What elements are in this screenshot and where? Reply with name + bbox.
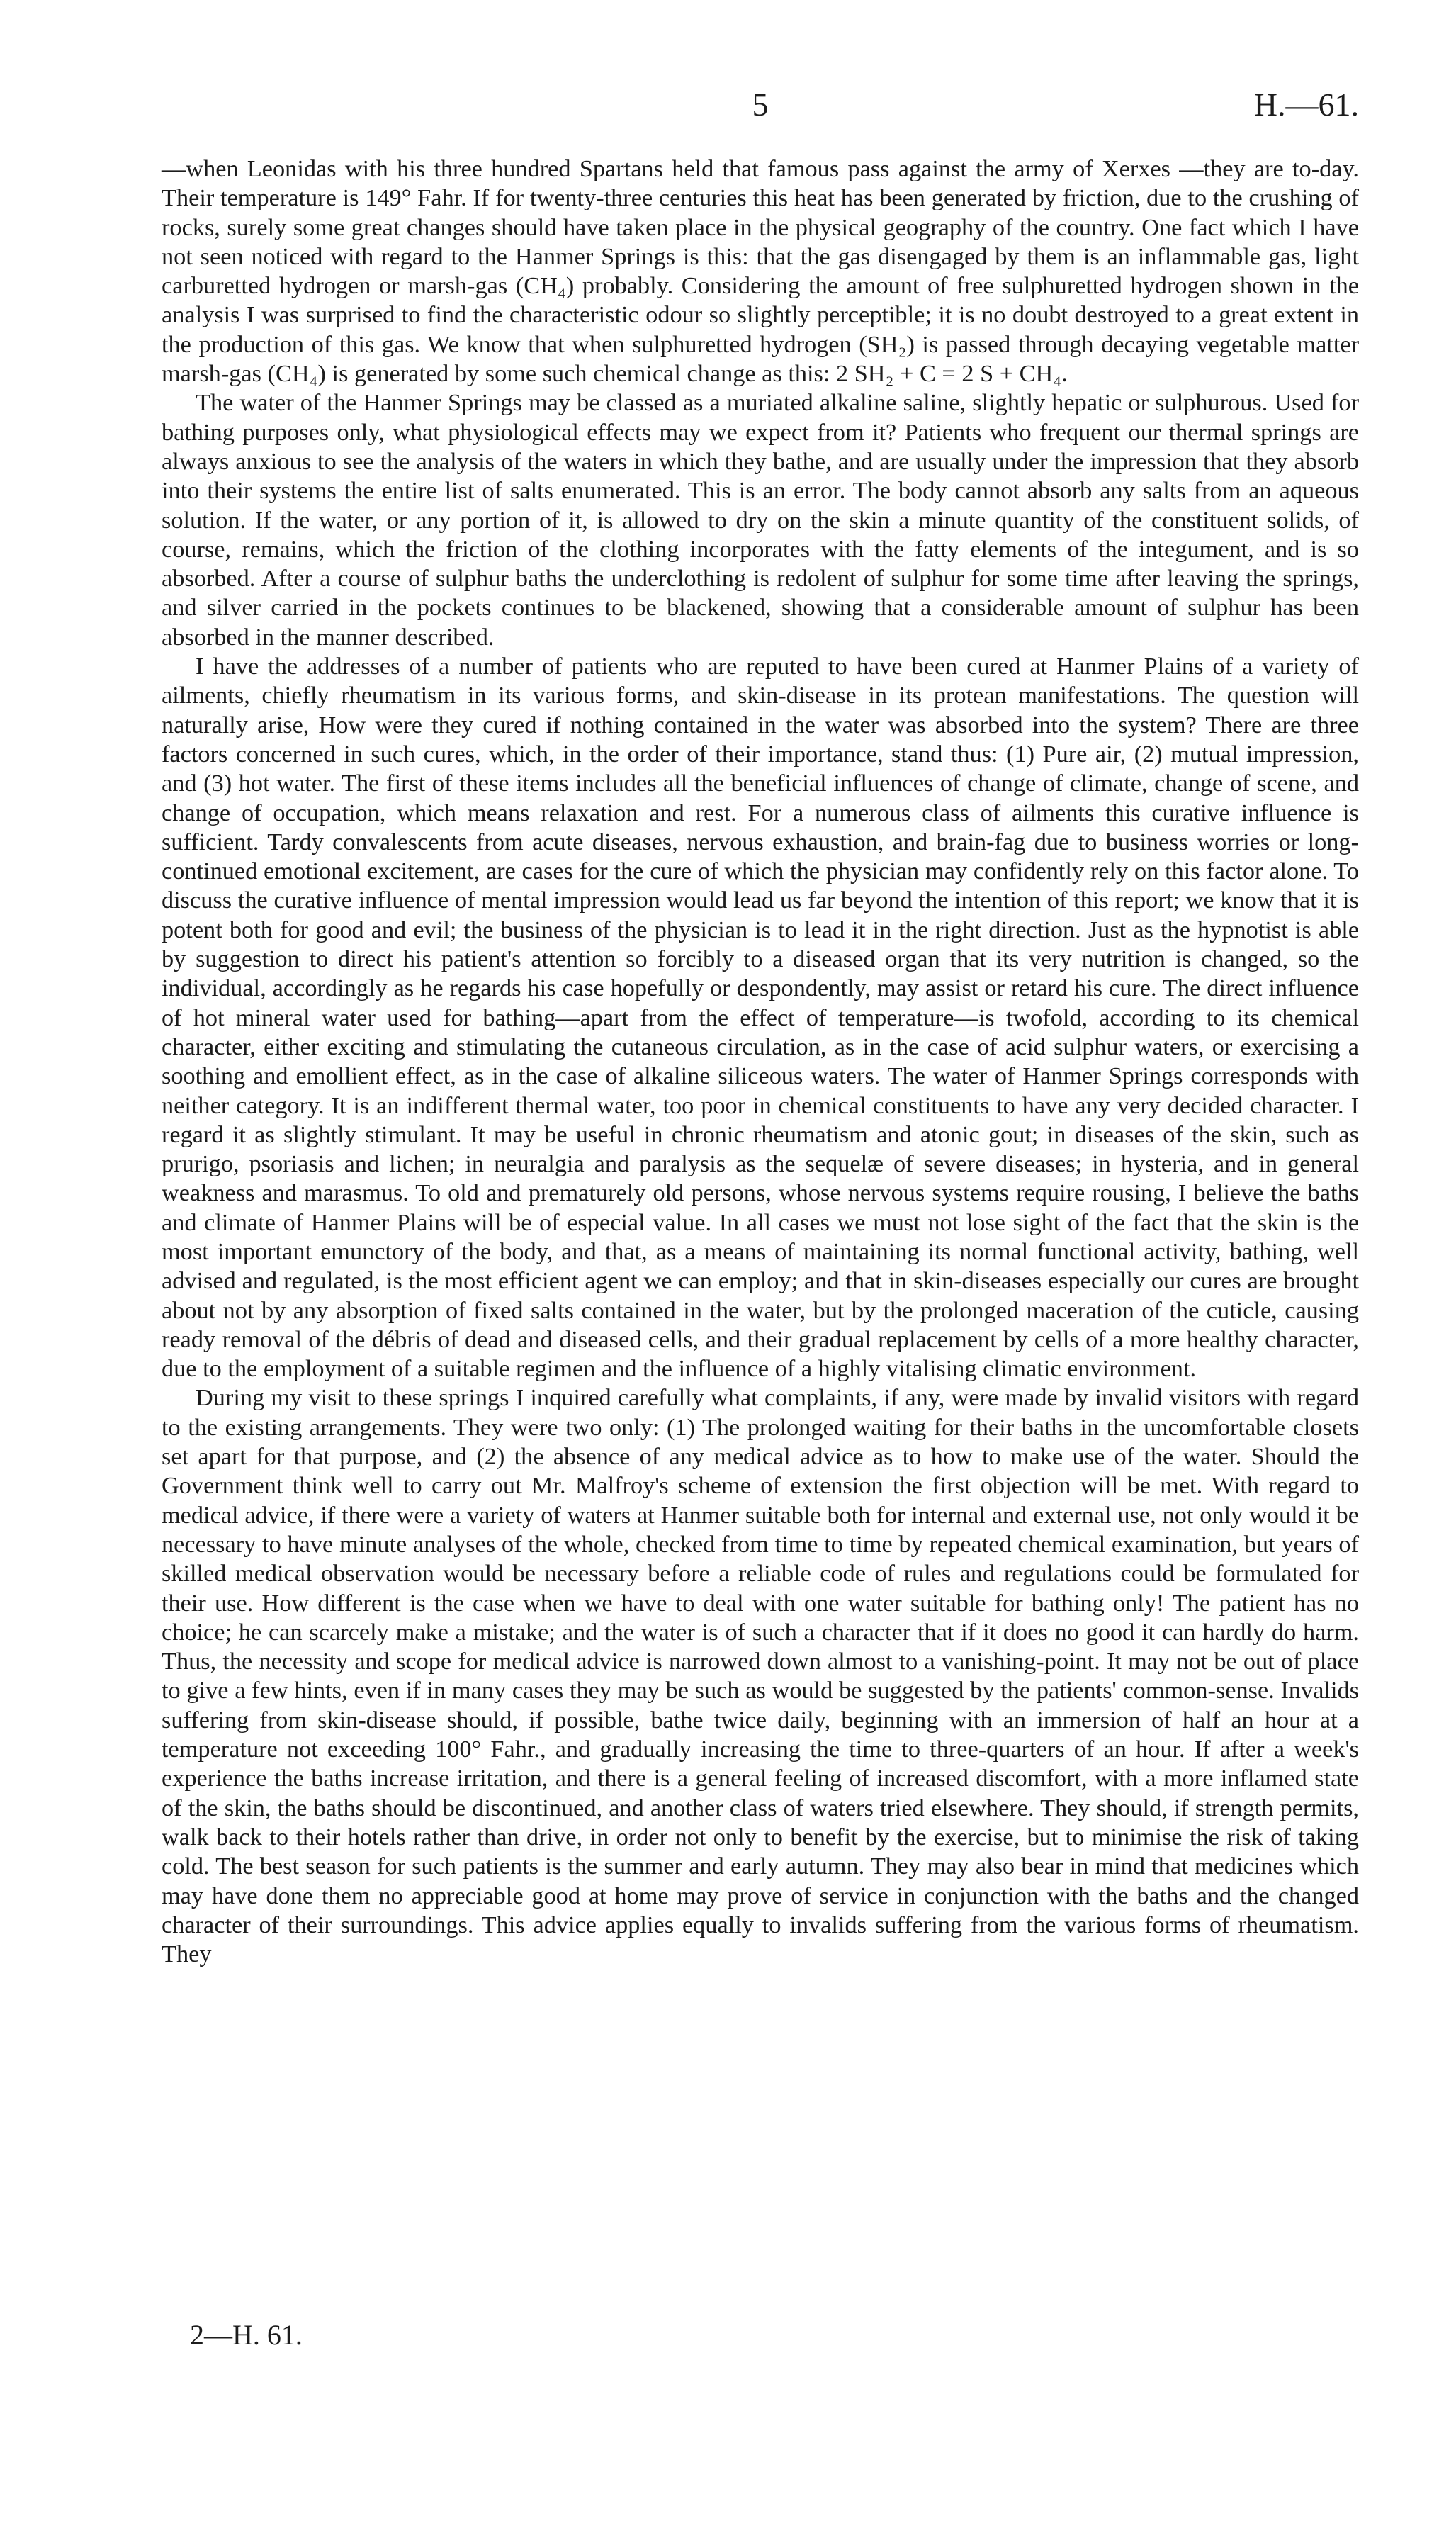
- page-number: 5: [752, 86, 769, 123]
- paragraph: During my visit to these springs I inquired carefully what complaints, if any, were made by invalid visitors with regard to the existing arrangements. They were two only: (1) The prolonged waiting for their baths in the uncomfortable closets set apart for that purpose, and (2) the absence of any medical advice as to how to make use of the water. Should the Government think well to carry out Mr. Malfroy's scheme of extension the first objection will be met. With regard to medical advice, if there were a variety of waters at Hanmer suitable both for internal and external use, not only would it be necessary to have minute analyses of the whole, checked from time to time by repeated chemical examination, but years of skilled medical observation would be necessary before a reliable code of rules and regulations could be formulated for their use. How different is the case when we have to deal with one water suitable for bathing only! The patient has no choice; he can scarcely make a mistake; and the water is of such a character that if it does no good it can hardly do harm. Thus, the necessity and scope for medical advice is narrowed down almost to a vanishing-point. It may not be out of place to give a few hints, even if in many cases they may be such as would be suggested by the patients' common-sense. Invalids suffering from skin-disease should, if possible, bathe twice daily, beginning with an immersion of half an hour at a temperature not exceeding 100° Fahr., and gradually increasing the time to three-quarters of an hour. If after a week's experience the baths increase irritation, and there is a general feeling of increased discomfort, with a more inflamed state of the skin, the baths should be discontinued, and another class of waters tried elsewhere. They should, if strength permits, walk back to their hotels rather than drive, in order not only to benefit by the exercise, but to minimise the risk of taking cold. The best season for such patients is the summer and early autumn. They may also bear in mind that medicines which may have done them no appreciable good at home may prove of service in conjunction with the baths and the changed character of their surroundings. This advice applies equally to invalids suffering from the various forms of rheumatism. They: [162, 1384, 1359, 1968]
- paragraph: The water of the Hanmer Springs may be classed as a muriated alkaline saline, slightly hepatic or sulphurous. Used for bathing purposes only, what physiological effects may we expect from it? Patients who frequent our thermal springs are always anxious to see the analysis of the waters in which they bathe, and are usually under the impression that they absorb into their systems the entire list of salts enumerated. This is an error. The body cannot absorb any salts from an aqueous solution. If the water, or any portion of it, is allowed to dry on the skin a minute quantity of the constituent solids, of course, remains, which the friction of the clothing incorporates with the fatty elements of the integument, and is so absorbed. After a course of sulphur baths the underclothing is redolent of sulphur for some time after leaving the springs, and silver carried in the pockets continues to be blackened, showing that a considerable amount of sulphur has been absorbed in the manner described.: [162, 389, 1359, 651]
- paragraph: I have the addresses of a number of patients who are reputed to have been cured at Hanmer Plains of a variety of ailments, chiefly rheumatism in its various forms, and skin-disease in its protean manifestations. The question will naturally arise, How were they cured if nothing contained in the water was absorbed into the system? There are three factors concerned in such cures, which, in the order of their importance, stand thus: (1) Pure air, (2) mutual impression, and (3) hot water. The first of these items includes all the beneficial influences of change of climate, change of scene, and change of occupation, which means relaxation and rest. For a numerous class of ailments this curative influence is sufficient. Tardy convalescents from acute diseases, nervous exhaustion, and brain-fag due to business worries or long-continued emotional excitement, are cases for the cure of which the physician may confidently rely on this factor alone. To discuss the curative influence of mental impression would lead us far beyond the intention of this report; we know that it is potent both for good and evil; the business of the physician is to lead it in the right direction. Just as the hypnotist is able by suggestion to direct his patient's attention so forcibly to a diseased organ that its very nutrition is changed, so the individual, accordingly as he regards his case hopefully or despondently, may assist or retard his cure. The direct influence of hot mineral water used for bathing—apart from the effect of temperature—is twofold, according to its chemical character, either exciting and stimulating the cutaneous circulation, as in the case of acid sulphur waters, or exercising a soothing and emollient effect, as in the case of alkaline siliceous waters. The water of Hanmer Springs corresponds with neither category. It is an indifferent thermal water, too poor in chemical constituents to have any very decided character. I regard it as slightly stimulant. It may be useful in chronic rheumatism and atonic gout; in diseases of the skin, such as prurigo, psoriasis and lichen; in neuralgia and paralysis as the sequelæ of severe diseases; in hysteria, and in general weakness and marasmus. To old and prematurely old persons, whose nervous systems require rousing, I believe the baths and climate of Hanmer Plains will be of especial value. In all cases we must not lose sight of the fact that the skin is the most important emunctory of the body, and that, as a means of maintaining its normal functional activity, bathing, well advised and regulated, is the most efficient agent we can employ; and that in skin-diseases especially our cures are brought about not by any absorption of fixed salts contained in the water, but by the prolonged maceration of the cuticle, causing ready removal of the débris of dead and diseased cells, and their gradual replacement by cells of a more healthy character, due to the employment of a suitable regimen and the influence of a highly vitalising climatic environment.: [162, 653, 1359, 1383]
- signature-mark: 2—H. 61.: [190, 2319, 303, 2351]
- document-reference: H.—61.: [1253, 86, 1359, 123]
- body-text: [162, 155, 1359, 1969]
- paragraph: —when Leonidas with his three hundred Spartans held that famous pass against the army of Xerxes —they are to-day. Their temperature is 149° Fahr. If for twenty-three centuries this heat has been generated by friction, due to the crushing of rocks, surely some great changes should have taken place in the physical geography of the country. One fact which I have not seen noticed with regard to the Hanmer Springs is this: that the gas disengaged by them is an inflammable gas, light carburetted hydrogen or marsh-gas (CH₄) probably. Considering the amount of free sulphuretted hydrogen shown in the analysis I was surprised to find the characteristic odour so slightly perceptible; it is no doubt destroyed to a great extent in the production of this gas. We know that when sulphuretted hydrogen (SH₂) is passed through decaying vegetable matter marsh-gas (CH₄) is generated by some such chemical change as this: 2 SH₂ + C = 2 S + CH₄.: [162, 155, 1359, 388]
- page-header: [162, 84, 1359, 126]
